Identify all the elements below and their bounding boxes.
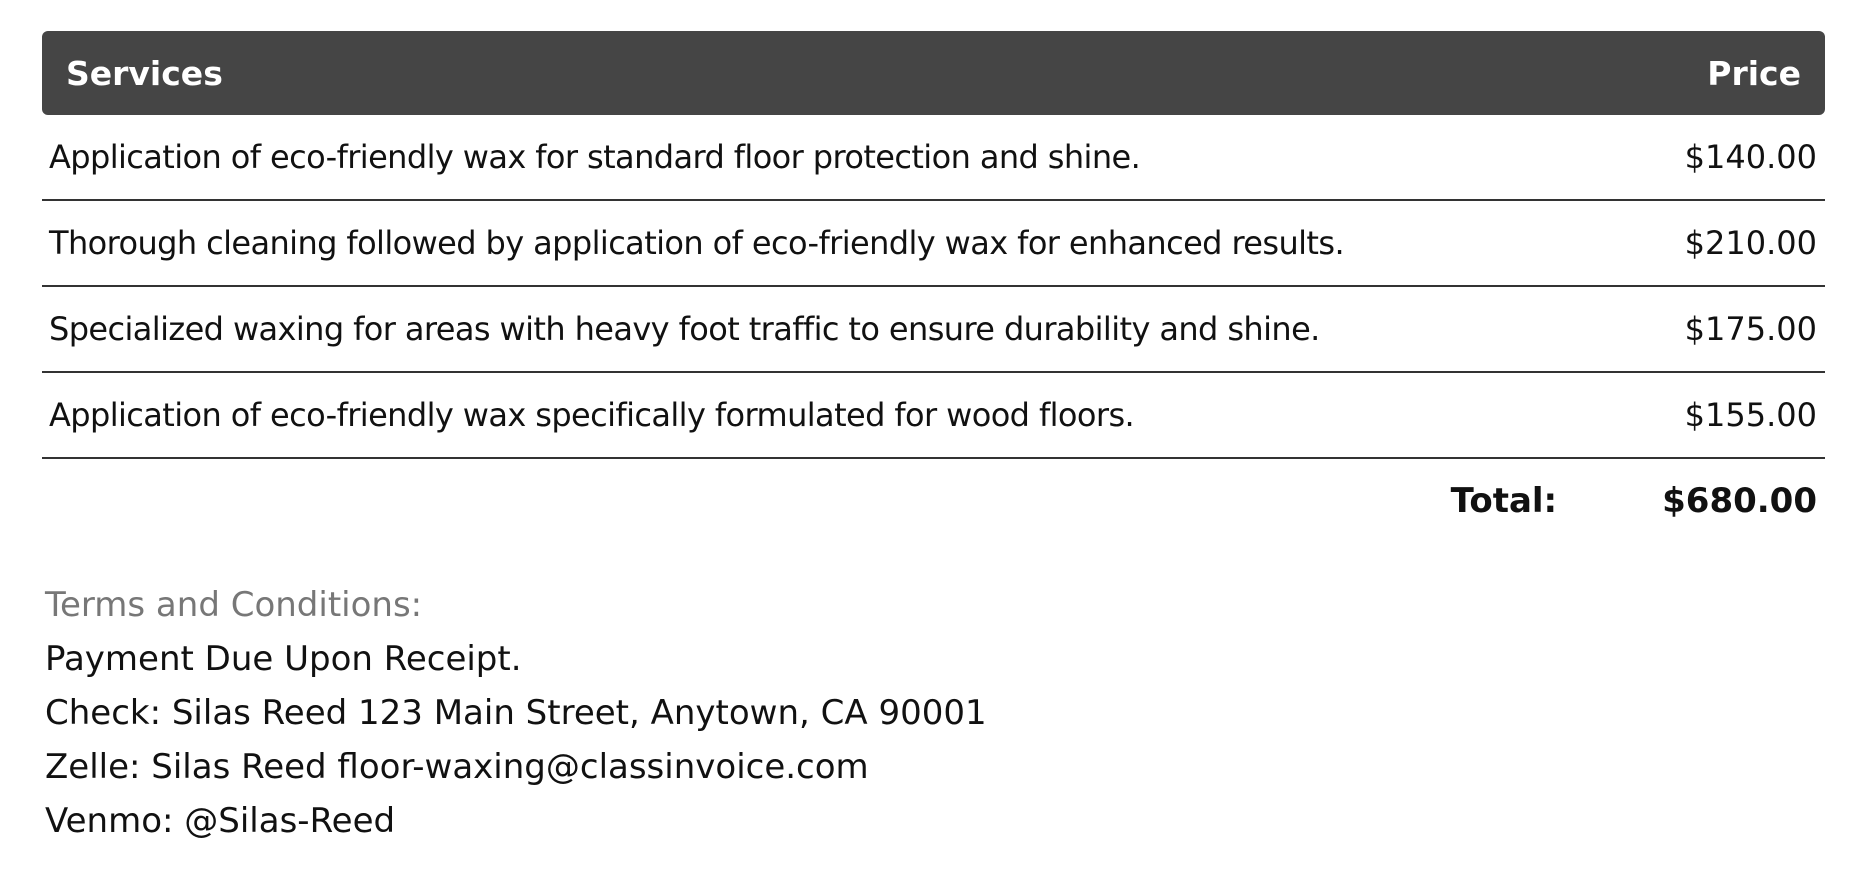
total-label: Total: <box>1450 481 1558 521</box>
terms-check: Check: Silas Reed 123 Main Street, Anytown, CA 90001 <box>45 693 987 733</box>
terms-section <box>45 578 987 848</box>
total-row <box>42 459 1825 543</box>
table-row <box>42 201 1825 287</box>
service-description: Thorough cleaning followed by application of eco-friendly wax for enhanced results. <box>49 224 1345 262</box>
price-column-header: Price <box>1707 53 1801 93</box>
service-description: Application of eco-friendly wax specifically formulated for wood floors. <box>49 396 1135 434</box>
service-price: $155.00 <box>1684 396 1817 434</box>
invoice-table <box>42 31 1825 543</box>
table-header <box>42 31 1825 115</box>
terms-zelle: Zelle: Silas Reed floor-waxing@classinvoice.com <box>45 747 869 787</box>
service-description: Application of eco-friendly wax for standard floor protection and shine. <box>49 138 1141 176</box>
service-price: $140.00 <box>1684 138 1817 176</box>
terms-title: Terms and Conditions: <box>45 585 423 625</box>
table-row <box>42 115 1825 201</box>
service-price: $210.00 <box>1684 224 1817 262</box>
service-price: $175.00 <box>1684 310 1817 348</box>
table-row <box>42 373 1825 459</box>
service-description: Specialized waxing for areas with heavy foot traffic to ensure durability and shine. <box>49 310 1320 348</box>
table-body <box>42 115 1825 459</box>
services-column-header: Services <box>66 53 223 93</box>
terms-venmo: Venmo: @Silas-Reed <box>45 801 396 841</box>
table-row <box>42 287 1825 373</box>
total-value: $680.00 <box>1662 481 1817 521</box>
terms-payment-due: Payment Due Upon Receipt. <box>45 639 522 679</box>
